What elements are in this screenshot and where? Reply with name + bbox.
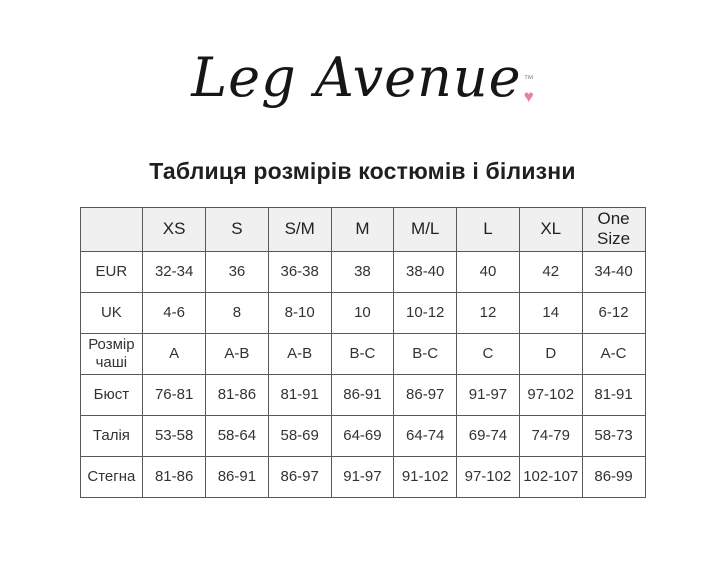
cell: 86-97 (394, 374, 457, 415)
cell: 102-107 (519, 456, 582, 497)
column-header: S (206, 208, 269, 252)
cell: A-B (206, 333, 269, 374)
cell: 8 (206, 292, 269, 333)
cell: 40 (457, 251, 520, 292)
cell: A-B (268, 333, 331, 374)
table-row (80, 292, 645, 333)
cell: 4-6 (143, 292, 206, 333)
cell: 42 (519, 251, 582, 292)
trademark-symbol: ™ (523, 74, 534, 85)
column-header: XS (143, 208, 206, 252)
cell: 81-86 (206, 374, 269, 415)
cell: 64-69 (331, 415, 394, 456)
brand-logo-mark (524, 75, 534, 105)
size-chart-header (80, 208, 645, 252)
cell: 14 (519, 292, 582, 333)
page-title: Таблиця розмірів костюмів і білизни (149, 158, 576, 184)
cell: 36-38 (268, 251, 331, 292)
cell: 91-102 (394, 456, 457, 497)
cell: 86-99 (582, 456, 645, 497)
size-chart-table (80, 207, 646, 498)
row-label: EUR (80, 251, 143, 292)
cell: 64-74 (394, 415, 457, 456)
cell: 6-12 (582, 292, 645, 333)
cell: 69-74 (457, 415, 520, 456)
cell: A (143, 333, 206, 374)
cell: B-C (394, 333, 457, 374)
cell: 74-79 (519, 415, 582, 456)
row-label: Розмір чаші (80, 333, 143, 374)
cell: 91-97 (331, 456, 394, 497)
cell: 8-10 (268, 292, 331, 333)
cell: 38 (331, 251, 394, 292)
cell: 81-91 (582, 374, 645, 415)
cell: 86-91 (206, 456, 269, 497)
column-header: M/L (394, 208, 457, 252)
table-row (80, 415, 645, 456)
brand-logo (0, 38, 725, 124)
table-row (80, 374, 645, 415)
row-label: Стегна (80, 456, 143, 497)
cell: 34-40 (582, 251, 645, 292)
heart-icon: ♥ (523, 87, 534, 106)
header-row (80, 208, 645, 252)
table-row (80, 333, 645, 374)
cell: 91-97 (457, 374, 520, 415)
row-label: UK (80, 292, 143, 333)
column-header: M (331, 208, 394, 252)
cell: 86-91 (331, 374, 394, 415)
corner-cell (80, 208, 143, 252)
cell: 58-73 (582, 415, 645, 456)
column-header: S/M (268, 208, 331, 252)
cell: 76-81 (143, 374, 206, 415)
row-label: Талія (80, 415, 143, 456)
cell: 81-91 (268, 374, 331, 415)
cell: 97-102 (457, 456, 520, 497)
cell: 12 (457, 292, 520, 333)
cell: A-C (582, 333, 645, 374)
cell: 86-97 (268, 456, 331, 497)
cell: C (457, 333, 520, 374)
cell: 58-64 (206, 415, 269, 456)
cell: 58-69 (268, 415, 331, 456)
row-label: Бюст (80, 374, 143, 415)
size-chart-body (80, 251, 645, 497)
column-header: XL (519, 208, 582, 252)
cell: 38-40 (394, 251, 457, 292)
column-header: One Size (582, 208, 645, 252)
cell: B-C (331, 333, 394, 374)
table-row (80, 456, 645, 497)
cell: 36 (206, 251, 269, 292)
cell: 97-102 (519, 374, 582, 415)
cell: 10 (331, 292, 394, 333)
table-row (80, 251, 645, 292)
cell: 10-12 (394, 292, 457, 333)
cell: D (519, 333, 582, 374)
column-header: L (457, 208, 520, 252)
cell: 53-58 (143, 415, 206, 456)
cell: 32-34 (143, 251, 206, 292)
cell: 81-86 (143, 456, 206, 497)
brand-logo-text: Leg Avenue (191, 46, 522, 109)
